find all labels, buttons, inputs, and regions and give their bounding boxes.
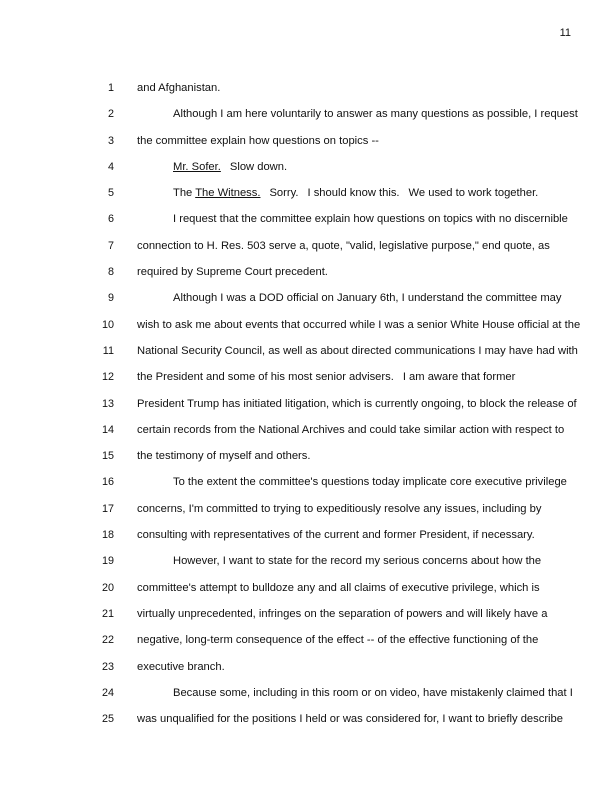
transcript-line xyxy=(0,134,612,160)
line-number: 3 xyxy=(107,134,114,147)
line-text: was unqualified for the positions I held or was considered for, I want to briefly describe xyxy=(137,713,563,726)
transcript-line xyxy=(0,212,612,238)
transcript-line xyxy=(0,370,612,396)
line-text: certain records from the National Archives and could take similar action with respect to xyxy=(137,423,565,436)
transcript-line xyxy=(0,186,612,212)
speech-text: Slow down. xyxy=(229,160,288,173)
speech-text: I am aware that former xyxy=(402,371,516,384)
line-number: 10 xyxy=(101,318,114,331)
line-text: Although I am here voluntarily to answer as many questions as possible, I request xyxy=(173,108,578,121)
speech-text: Sorry. xyxy=(269,187,299,200)
line-number: 9 xyxy=(107,292,114,305)
line-number: 11 xyxy=(102,344,114,357)
line-text: Because some, including in this room or on video, have mistakenly claimed that I xyxy=(173,686,573,699)
speech-text: the President and some of his most senior advisers. xyxy=(137,371,394,384)
line-text: the committee explain how questions on topics -- xyxy=(137,134,379,147)
line-number: 23 xyxy=(101,660,114,673)
transcript-line xyxy=(0,581,612,607)
line-text: executive branch. xyxy=(137,660,225,673)
transcript-line xyxy=(0,607,612,633)
transcript-line xyxy=(0,528,612,554)
line-text: National Security Council, as well as about directed communications I may have had with xyxy=(137,344,578,357)
line-text: However, I want to state for the record my serious concerns about how the xyxy=(173,555,542,568)
line-text: negative, long-term consequence of the effect -- of the effective functioning of the xyxy=(137,634,539,647)
transcript-line xyxy=(0,660,612,686)
line-number: 5 xyxy=(107,187,114,200)
line-text xyxy=(137,370,515,384)
transcript-line xyxy=(0,633,612,659)
line-text: required by Supreme Court precedent. xyxy=(137,266,328,279)
transcript-body xyxy=(0,81,612,738)
line-text: Although I was a DOD official on January 6th, I understand the committee may xyxy=(173,292,562,305)
line-number: 6 xyxy=(107,213,114,226)
line-number: 4 xyxy=(107,160,114,173)
line-number: 22 xyxy=(101,634,114,647)
line-text: consulting with representatives of the current and former President, if necessary. xyxy=(137,529,535,542)
line-number: 8 xyxy=(107,266,114,279)
line-number: 19 xyxy=(101,555,114,568)
line-text: I request that the committee explain how questions on topics with no discernible xyxy=(173,213,568,226)
transcript-line xyxy=(0,160,612,186)
line-number: 25 xyxy=(101,713,114,726)
transcript-line xyxy=(0,318,612,344)
transcript-line xyxy=(0,449,612,475)
transcript-line xyxy=(0,502,612,528)
speech-text: I should know this. xyxy=(307,187,400,200)
transcript-line xyxy=(0,107,612,133)
line-number: 16 xyxy=(101,476,114,489)
line-number: 18 xyxy=(101,529,114,542)
speaker-label: The Witness. xyxy=(195,187,261,200)
page-number: 11 xyxy=(559,27,571,39)
line-number: 21 xyxy=(101,607,114,620)
line-number: 2 xyxy=(107,108,114,121)
transcript-line xyxy=(0,554,612,580)
line-text: wish to ask me about events that occurred while I was a senior White House official at the xyxy=(137,318,581,331)
line-text: To the extent the committee's questions today implicate core executive privilege xyxy=(173,476,567,489)
line-text: the testimony of myself and others. xyxy=(137,450,311,463)
transcript-line xyxy=(0,397,612,423)
line-text: connection to H. Res. 503 serve a, quote, "valid, legislative purpose," end quote, as xyxy=(137,239,550,252)
transcript-line xyxy=(0,344,612,370)
line-text xyxy=(173,160,287,174)
line-text: committee's attempt to bulldoze any and all claims of executive privilege, which is xyxy=(137,581,540,594)
transcript-line xyxy=(0,265,612,291)
transcript-line xyxy=(0,686,612,712)
speaker-label: Mr. Sofer. xyxy=(173,160,221,173)
line-text: and Afghanistan. xyxy=(137,82,221,94)
transcript-line xyxy=(0,712,612,738)
line-number: 1 xyxy=(107,82,114,94)
transcript-line xyxy=(0,81,612,107)
line-number: 14 xyxy=(101,423,114,436)
speech-text: We used to work together. xyxy=(408,187,539,200)
line-text: concerns, I'm committed to trying to expeditiously resolve any issues, including by xyxy=(137,502,542,515)
line-number: 17 xyxy=(101,502,114,515)
line-number: 7 xyxy=(107,239,114,252)
line-text: The The Witness. Sorry. I should know this. We used to work together. xyxy=(173,187,539,200)
line-number: 24 xyxy=(101,686,114,699)
line-text: virtually unprecedented, infringes on the separation of powers and will likely have a xyxy=(137,607,548,620)
line-number: 15 xyxy=(101,450,114,463)
transcript-line xyxy=(0,291,612,317)
transcript-line xyxy=(0,423,612,449)
transcript-line xyxy=(0,239,612,265)
line-number: 12 xyxy=(101,371,114,384)
line-number: 13 xyxy=(101,397,114,410)
line-text: President Trump has initiated litigation, which is currently ongoing, to block the release of xyxy=(137,397,577,410)
transcript-line xyxy=(0,475,612,501)
line-number: 20 xyxy=(101,581,114,594)
